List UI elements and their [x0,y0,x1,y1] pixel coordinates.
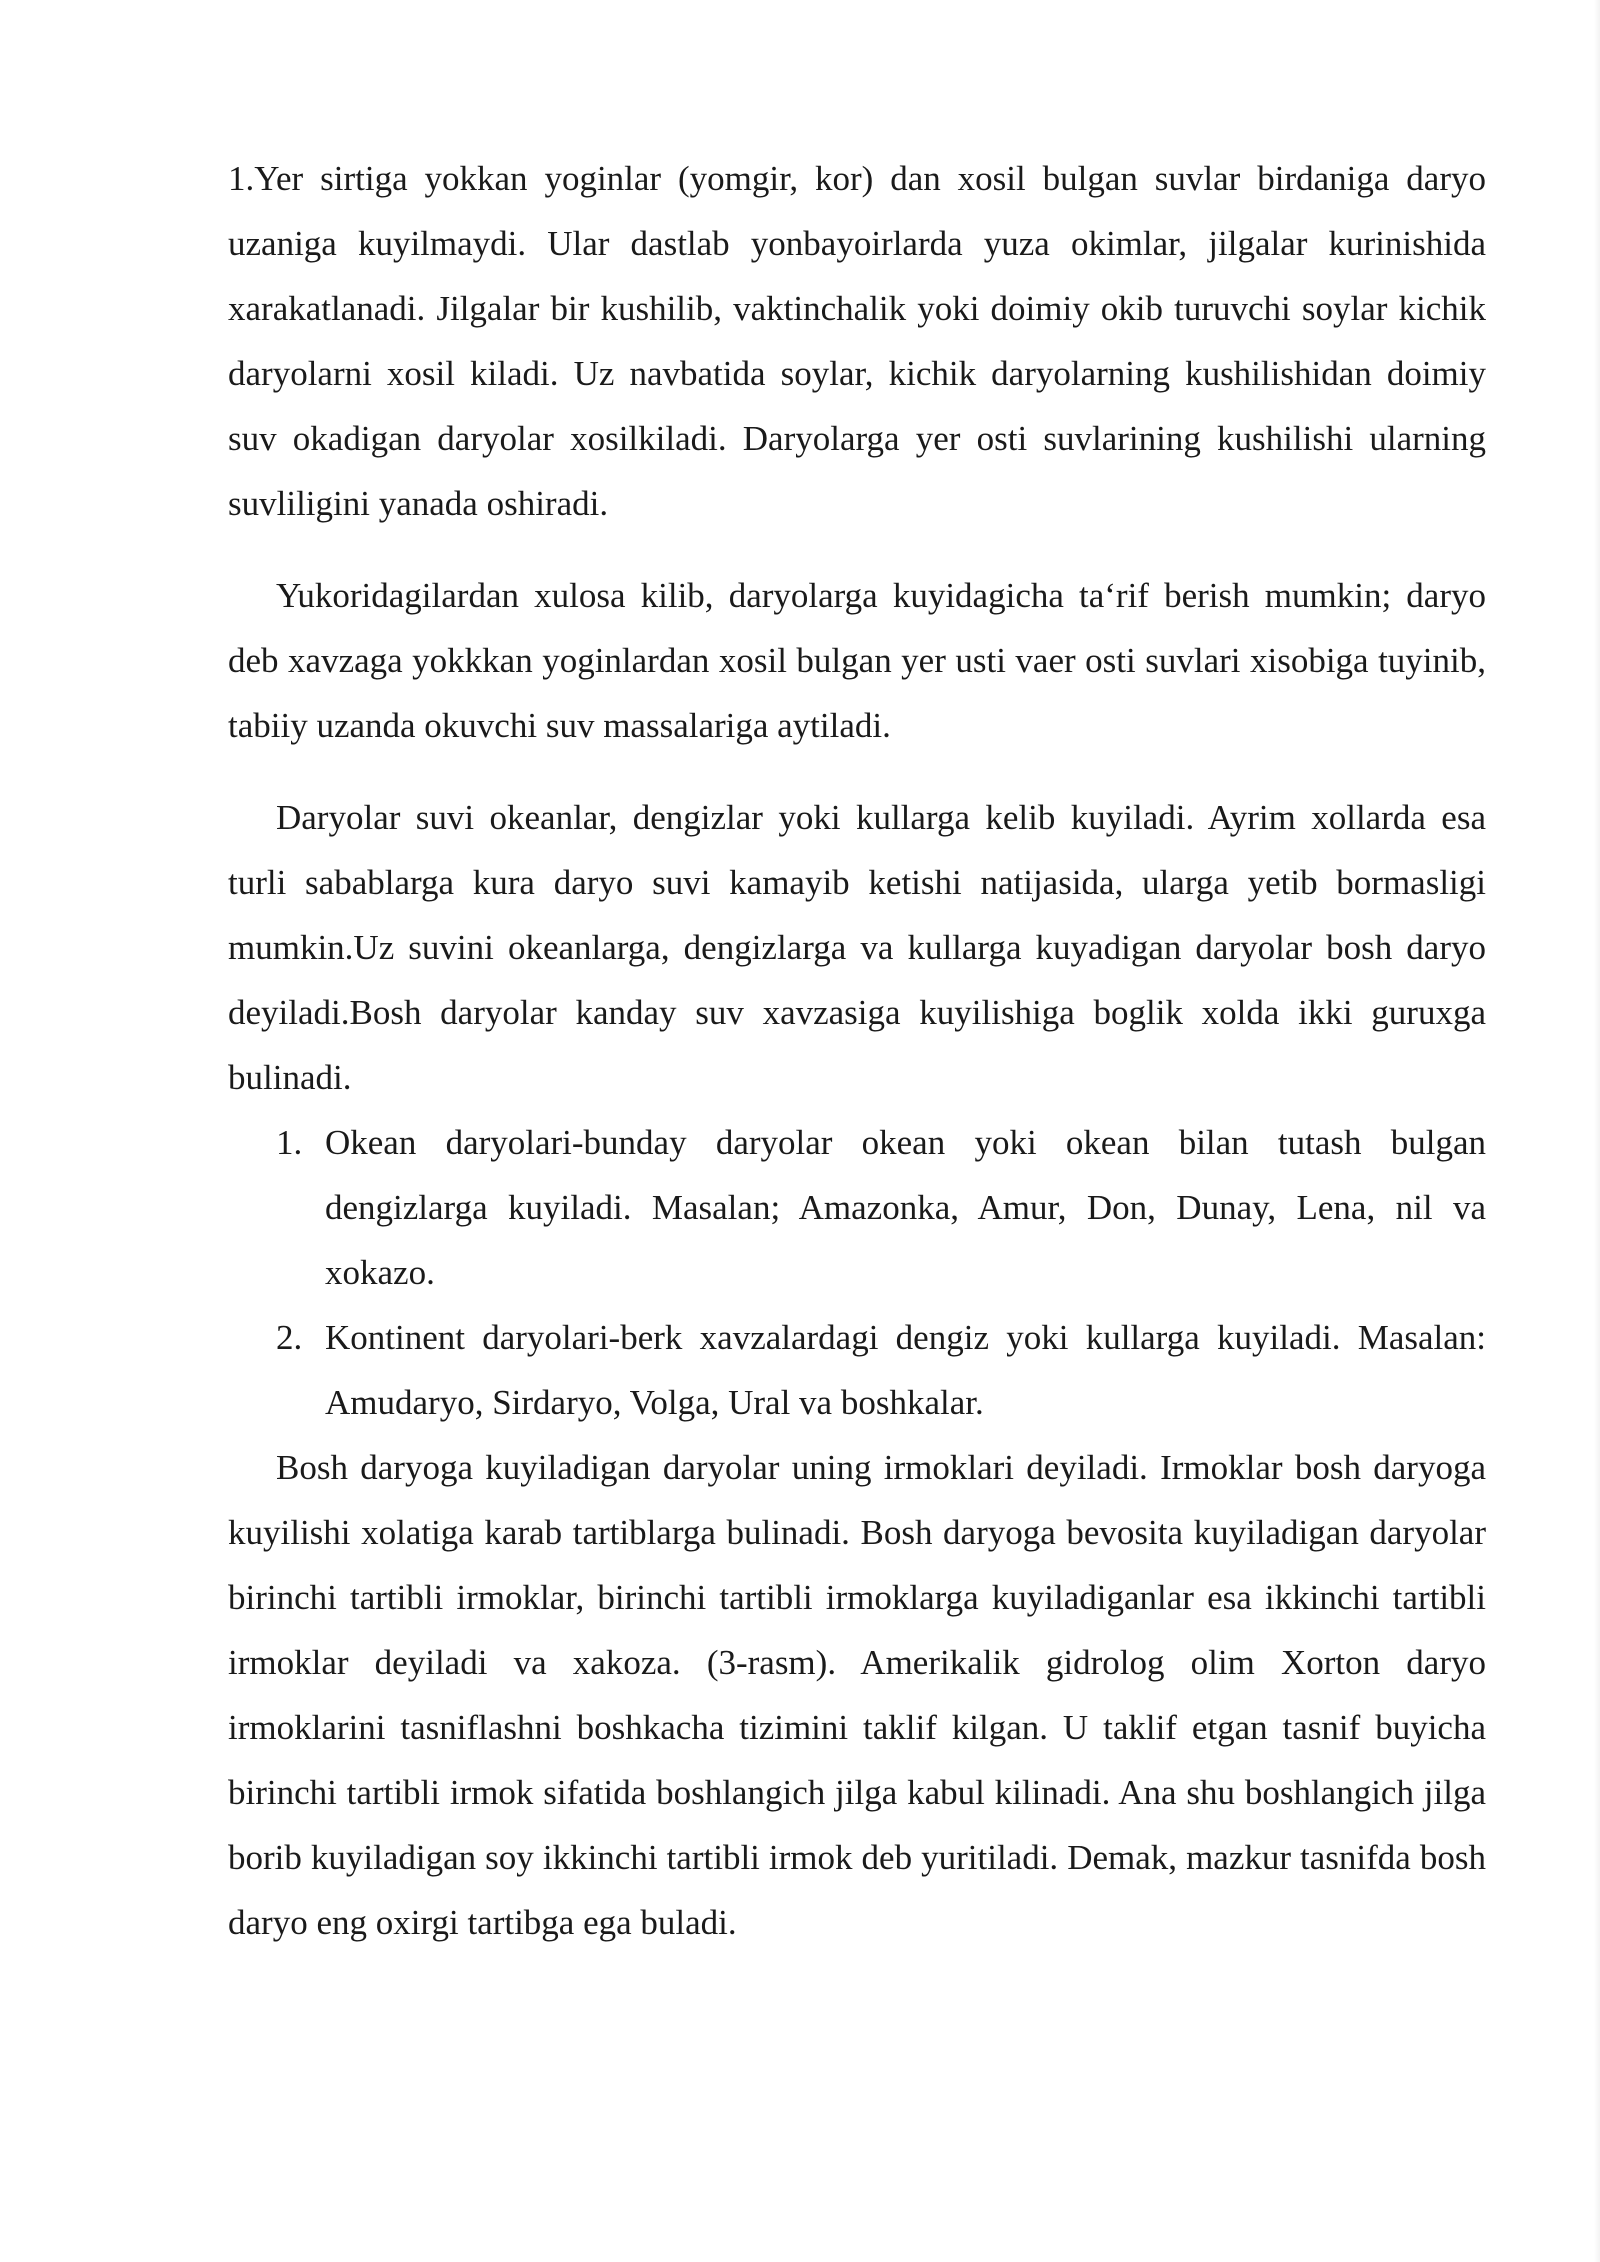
document-body [228,146,1486,1955]
numbered-list [228,1110,1486,1435]
list-item-number: 2. [276,1318,303,1357]
list-item-number: 1. [276,1123,303,1162]
paragraph-2: Yukoridagilardan xulosa kilib, daryolarga kuyidagicha ta‘rif berish mumkin; daryo deb xavzaga yokkkan yoginlardan xosil bulgan yer usti vaer osti suvlari xisobiga tuyinib, tabiiy uzanda okuvchi suv massalariga aytiladi. [228,576,1486,745]
list-item [228,1305,1486,1435]
list-item-text: Kontinent daryolari-berk xavzalardagi dengiz yoki kullarga kuyiladi. Masalan: Amudaryo, Sirdaryo, Volga, Ural va boshkalar. [325,1318,1486,1422]
page-edge-shadow [1594,0,1600,2262]
list-item [228,1110,1486,1305]
paragraph-1: 1.Yer sirtiga yokkan yoginlar (yomgir, kor) dan xosil bulgan suvlar birdaniga daryo uzaniga kuyilmaydi. Ular dastlab yonbayoirlarda yuza okimlar, jilgalar kurinishida xarakatlanadi. Jilgalar bir kushilib, vaktinchalik yoki doimiy okib turuvchi soylar kichik daryolarni xosil kiladi. Uz navbatida soylar, kichik daryolarning kushilishidan doimiy suv okadigan daryolar xosilkiladi. Daryolarga yer osti suvlarining kushilishi ularning suvliligini yanada oshiradi. [228,159,1486,523]
list-item-text: Okean daryolari-bunday daryolar okean yoki okean bilan tutash bulgan dengizlarga kuyiladi. Masalan; Amazonka, Amur, Don, Dunay, Lena, nil va xokazo. [325,1123,1486,1292]
paragraph-final: Bosh daryoga kuyiladigan daryolar uning irmoklari deyiladi. Irmoklar bosh daryoga kuyilishi xolatiga karab tartiblarga bulinadi. Bosh daryoga bevosita kuyiladigan daryolar birinchi tartibli irmoklar, birinchi tartibli irmoklarga kuyiladiganlar esa ikkinchi tartibli irmoklar deyiladi va xakoza. (3-rasm). Amerikalik gidrolog olim Xorton daryo irmoklarini tasniflashni boshkacha tizimini taklif kilgan. U taklif etgan tasnif buyicha birinchi tartibli irmok sifatida boshlangich jilga kabul kilinadi. Ana shu boshlangich jilga borib kuyiladigan soy ikkinchi tartibli irmok deb yuritiladi. Demak, mazkur tasnifda bosh daryo eng oxirgi tartibga ega buladi. [228,1448,1486,1942]
paragraph-3: Daryolar suvi okeanlar, dengizlar yoki kullarga kelib kuyiladi. Ayrim xollarda esa turli sabablarga kura daryo suvi kamayib ketishi natijasida, ularga yetib bormasligi mumkin.Uz suvini okeanlarga, dengizlarga va kullarga kuyadigan daryolar bosh daryo deyiladi.Bosh daryolar kanday suv xavzasiga kuyilishiga boglik xolda ikki guruxga bulinadi. [228,798,1486,1097]
